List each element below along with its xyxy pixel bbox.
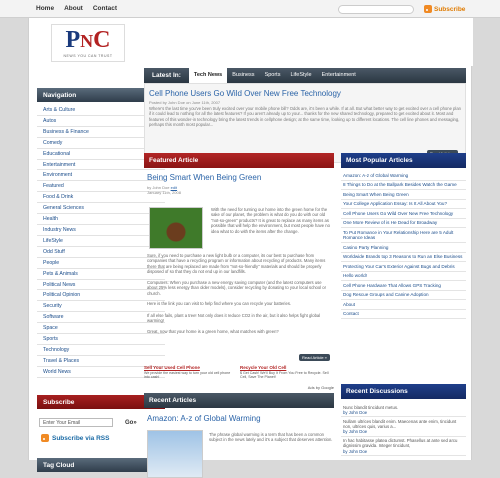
top-nav-home[interactable]: Home xyxy=(36,5,55,12)
ad-2[interactable] xyxy=(240,366,330,380)
top-nav xyxy=(36,5,117,12)
featured-footer: Great, now that your home is a green home, what matches with green? xyxy=(147,329,279,334)
sidebar-item[interactable]: General Sciences xyxy=(37,203,165,214)
top-bar xyxy=(0,0,500,18)
sidebar-item[interactable]: Technology xyxy=(37,345,165,356)
popular-item[interactable]: Protecting Your Car's Exterior Against Bugs and Debris xyxy=(341,262,466,272)
discussion-text: In hac habitasse platea dictumst. Phasellus at ante sed arcu dignissim gravida. Integer tincidunt, xyxy=(343,438,458,449)
sidebar-item[interactable]: Travel & Places xyxy=(37,356,165,367)
top-nav-contact[interactable]: Contact xyxy=(92,5,118,12)
rss-icon xyxy=(424,5,432,13)
ad-block xyxy=(144,366,334,388)
featured-read-more-button[interactable]: Read Article » xyxy=(299,354,330,361)
subscribe-top-label: Subscribe xyxy=(434,5,466,13)
latest-tabs-bar xyxy=(144,68,466,83)
discussion-author[interactable]: by John Doe xyxy=(343,409,368,415)
ad-2-title[interactable]: Recycle Your Old Cell xyxy=(240,365,287,370)
recent-article-image xyxy=(147,430,203,478)
sidebar-item[interactable]: Pets & Animals xyxy=(37,269,165,280)
popular-item[interactable]: 8 Things to Do at the Ballpark Besides Watch the Game xyxy=(341,181,466,191)
subscribe-heading: Subscribe xyxy=(37,395,165,409)
tab-business[interactable]: Business xyxy=(232,72,255,78)
sidebar-item[interactable]: LifeStyle xyxy=(37,236,165,247)
featured-edit-link[interactable]: edit xyxy=(170,185,178,190)
popular-item[interactable]: Dog Rescue Groups and Canine Adoption xyxy=(341,291,466,301)
recent-article-title[interactable]: Amazon: A-z of Global Warming xyxy=(147,414,261,423)
featured-para-4: Here is the link you can visit to help find where you can recycle your batteries. xyxy=(147,301,292,306)
featured-para-2: Sure, if you need to purchase a new light bulb or a computer, its our best to purchase from companies that have a recycling program or information about recycling of products. Many items there that are being replaced are made from "not-so-friendly" materials and should be properly disposed of so that they do not end up in our landfills. xyxy=(147,253,326,275)
latest-post-title[interactable]: Cell Phone Users Go Wild Over New Free Technology xyxy=(149,89,341,98)
popular-heading: Most Popular Articles xyxy=(341,153,466,168)
popular-item[interactable]: Contact xyxy=(341,310,466,320)
ad-2-text: $ Get Cash! We'll Buy It From You Free to Recycle. Sell Cell, Save The Planet! xyxy=(240,370,329,379)
email-field[interactable] xyxy=(39,418,113,427)
latest-label: Latest In: xyxy=(152,72,181,79)
featured-image xyxy=(149,207,203,249)
featured-para-3: Computers: When you purchase a new energy saving computer (and the latest computers use about 25% less energy than older models), consider recycling by donating to your local school or church. xyxy=(147,280,326,296)
sidebar-item[interactable]: Featured xyxy=(37,181,165,192)
subscribe-top-link[interactable] xyxy=(424,5,465,13)
featured-para-5: If all else fails, plant a tree! Not only does it reduce CO2 in the air, but it also helps fight global warming! xyxy=(147,313,321,324)
discussions-heading: Recent Discussions xyxy=(341,384,466,399)
sidebar-item[interactable]: Arts & Culture xyxy=(37,105,165,116)
rss-subscribe-label: Subscribe via RSS xyxy=(52,434,110,442)
go-button[interactable]: Go» xyxy=(125,419,137,426)
sidebar-item[interactable]: Industry News xyxy=(37,225,165,236)
rss-subscribe-link[interactable] xyxy=(41,434,109,442)
sidebar-item[interactable]: Space xyxy=(37,323,165,334)
navigation-heading: Navigation xyxy=(37,88,165,102)
popular-item[interactable]: About xyxy=(341,300,466,310)
featured-heading: Featured Article xyxy=(144,153,334,168)
discussion-author[interactable]: by John Doe xyxy=(343,448,368,454)
popular-item[interactable]: Casino Party Planning xyxy=(341,243,466,253)
sidebar-item[interactable]: People xyxy=(37,258,165,269)
discussions-list xyxy=(341,403,466,456)
logo-tagline: NEWS YOU CAN TRUST xyxy=(63,54,113,58)
page-container xyxy=(28,18,472,469)
popular-item[interactable]: Your College Application Essay: Is It All About You? xyxy=(341,200,466,210)
sidebar-item[interactable]: Educational xyxy=(37,149,165,160)
ad-1[interactable] xyxy=(144,366,234,380)
tab-entertainment[interactable]: Entertainment xyxy=(321,72,356,78)
featured-meta xyxy=(147,185,181,195)
discussion-text: Nunc blandit tincidunt metus. xyxy=(343,404,399,410)
popular-item[interactable]: Worldwide Brands top 3 Reasons to Run an Else Business xyxy=(341,253,466,263)
sidebar-item[interactable]: Health xyxy=(37,214,165,225)
ad-1-text: We provide the easiest way to turn your old cell phone into cash! xyxy=(144,370,231,379)
sidebar-item[interactable]: World News xyxy=(37,367,165,378)
sidebar-item[interactable]: Business & Finance xyxy=(37,127,165,138)
recent-articles-heading: Recent Articles xyxy=(144,393,334,408)
latest-post xyxy=(144,83,466,163)
ad-1-title[interactable]: Sell Your Used Cell Phone xyxy=(144,365,200,370)
discussion-text: Nullam ultrices blandit enim. Maecenas ante enim, tincidunt non, ultrices quis, varius a... xyxy=(343,418,457,429)
recent-article-excerpt: The phrase global warming is a term that has been a common subject in the news lately and it's a subject that deserves attention. xyxy=(209,432,333,443)
header xyxy=(29,18,473,66)
popular-item[interactable]: Hello world! xyxy=(341,272,466,282)
sidebar-item[interactable]: Software xyxy=(37,312,165,323)
tag-cloud-heading: Tag Cloud xyxy=(37,458,165,472)
popular-item[interactable]: To Put Romance in Your Relationship Here are 5 Adult Romance Ideas xyxy=(341,228,466,243)
ads-by-google[interactable]: Ads by Google xyxy=(307,385,334,390)
sidebar-item[interactable]: Odd Stuff xyxy=(37,247,165,258)
logo-mark: PNC xyxy=(65,27,111,53)
subscribe-form xyxy=(39,418,137,427)
discussion-item[interactable] xyxy=(341,417,466,436)
rss-icon xyxy=(41,434,49,442)
popular-item[interactable]: Cell Phone Users Go Wild Over New Free Technology xyxy=(341,209,466,219)
discussion-item[interactable] xyxy=(341,403,466,417)
search-input[interactable] xyxy=(338,5,414,14)
featured-para-1: With the need for turning our home into the green home for the sake of our planet, the problem is what do you do with our old "not-so-green" products? It is great to replace as many items as possible that will help the environment, but most people have no idea what to do with the items after the change. xyxy=(211,207,330,234)
discussion-author[interactable]: by John Doe xyxy=(343,429,368,435)
featured-title[interactable]: Being Smart When Being Green xyxy=(147,173,262,182)
popular-item[interactable]: Being Smart When Being Green xyxy=(341,190,466,200)
sidebar-item[interactable]: Food & Drink xyxy=(37,192,165,203)
latest-post-meta: Posted by John Doe on June 11th, 2007 xyxy=(149,100,221,105)
top-nav-about[interactable]: About xyxy=(64,5,83,12)
latest-post-excerpt: Where's the last time you've been truly excited over your mobile phone bill? Odds are, it's been a while. If at all. But what better way to get excited over a cell phone plan if it could lead to nothing for all the latest features? If you aren't already up to your... thanks for the new shared technology, prepared to get excited about it. Most and features of this wonder-in technology bring the latest trends in cellphone design; at the same time, looking up to different locations. The cell line phones and messaging, perhaps this month most popular... xyxy=(149,106,461,128)
site-logo[interactable] xyxy=(51,24,125,62)
popular-list xyxy=(341,171,466,319)
tab-sports[interactable]: Sports xyxy=(264,72,281,78)
sidebar-item[interactable]: Environment xyxy=(37,170,165,181)
popular-item[interactable]: Cell Phone Hardware That Allows GPS Tracking xyxy=(341,281,466,291)
discussion-item[interactable] xyxy=(341,437,466,456)
popular-item[interactable]: One More Review of is He Dead for Broadway xyxy=(341,219,466,229)
popular-item[interactable]: Amazon: A-z of Global Warming xyxy=(341,171,466,181)
sidebar-item[interactable]: Security xyxy=(37,301,165,312)
sidebar-item[interactable]: Political News xyxy=(37,280,165,291)
sidebar-item[interactable]: Political Opinion xyxy=(37,290,165,301)
tab-lifestyle[interactable]: LifeStyle xyxy=(290,72,312,78)
sidebar-item[interactable]: Comedy xyxy=(37,138,165,149)
featured-date: January 11th, 2008 xyxy=(147,190,181,195)
featured-author: by John Doe xyxy=(147,185,170,190)
sidebar-item[interactable]: Entertainment xyxy=(37,160,165,171)
sidebar-item[interactable]: Autos xyxy=(37,116,165,127)
tab-tech-news[interactable]: Tech News xyxy=(189,68,227,83)
sidebar-item[interactable]: Sports xyxy=(37,334,165,345)
